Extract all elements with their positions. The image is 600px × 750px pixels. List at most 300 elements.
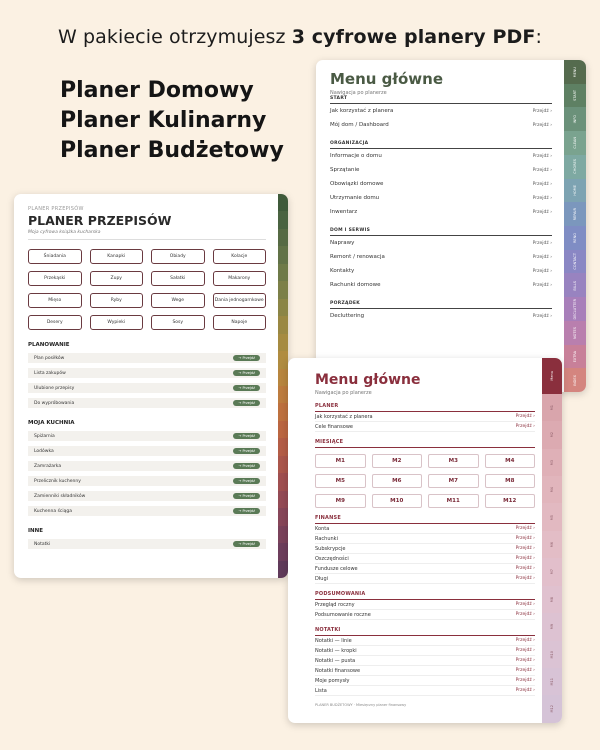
- recipe-tab[interactable]: [278, 351, 288, 368]
- home-tab[interactable]: [564, 297, 586, 321]
- home-row-label: Utrzymanie domu: [330, 195, 380, 201]
- budget-section-title: PODSUMOWANIA: [315, 591, 535, 600]
- budget-row-label: Konta: [315, 525, 330, 532]
- recipe-kicker: PLANER PRZEPISÓW: [28, 206, 84, 212]
- home-menu-row[interactable]: [330, 250, 552, 264]
- recipe-tab[interactable]: [278, 473, 288, 490]
- budget-row-label: Fundusze celowe: [315, 565, 358, 572]
- budget-tab-label: M5: [550, 514, 554, 520]
- chevron-right-icon: ›: [548, 153, 552, 159]
- home-tab-label: NOTES: [573, 326, 577, 339]
- recipe-menu-row[interactable]: [28, 368, 266, 378]
- recipe-category-button[interactable]: Obiady: [151, 249, 205, 264]
- home-tab-label: BILLS: [573, 280, 577, 291]
- home-row-label: Naprawy: [330, 240, 355, 246]
- budget-row-label: Notatki — linie: [315, 637, 352, 644]
- recipe-tab[interactable]: [278, 316, 288, 333]
- arrow-icon: →: [238, 371, 243, 375]
- home-row-label: Rachunki domowe: [330, 282, 381, 288]
- go-button[interactable]: [233, 508, 260, 514]
- go-link[interactable]: Przejdź ›: [515, 658, 535, 663]
- budget-section-title: PLANER: [315, 403, 535, 412]
- recipe-tab[interactable]: [278, 281, 288, 298]
- headline-suffix: :: [535, 26, 543, 48]
- month-button[interactable]: M11: [428, 494, 479, 508]
- recipe-menu-row[interactable]: [28, 491, 266, 501]
- go-label: Przejdź: [242, 509, 255, 513]
- chevron-right-icon: ›: [548, 195, 552, 201]
- budget-sections: [315, 515, 535, 696]
- go-label: Przejdź: [242, 434, 255, 438]
- home-tab-label: INDEX: [573, 374, 577, 386]
- home-tab-label: RENO: [573, 232, 577, 243]
- budget-tab[interactable]: [542, 558, 562, 585]
- budget-menu-row[interactable]: [315, 600, 535, 610]
- home-tab-strip[interactable]: [564, 60, 586, 392]
- recipe-planner-preview: [14, 194, 288, 578]
- go-label: Przejdź: [532, 153, 549, 159]
- chevron-right-icon: ›: [548, 254, 552, 260]
- budget-menu-row[interactable]: [315, 676, 535, 686]
- recipe-menu-row[interactable]: [28, 383, 266, 393]
- recipe-tab[interactable]: [278, 561, 288, 578]
- budget-section-title: NOTATKI: [315, 627, 535, 636]
- go-link[interactable]: Przejdź ›: [515, 648, 535, 653]
- home-tab-label: INFO: [573, 115, 577, 124]
- go-button[interactable]: [233, 493, 260, 499]
- go-button[interactable]: [233, 400, 260, 406]
- go-link[interactable]: [533, 182, 552, 187]
- recipe-category-button[interactable]: Kolacje: [213, 249, 267, 264]
- go-link[interactable]: Przejdź ›: [515, 526, 535, 531]
- go-link[interactable]: [533, 154, 552, 159]
- home-tab[interactable]: [564, 202, 586, 226]
- go-button[interactable]: [233, 478, 260, 484]
- budget-planner-menu-preview: [288, 358, 562, 723]
- recipe-category-button[interactable]: Sosy: [151, 315, 205, 330]
- home-section-title: START: [330, 96, 552, 104]
- go-link[interactable]: Przejdź ›: [515, 536, 535, 541]
- recipe-row-label: Zamienniki składników: [34, 493, 86, 499]
- home-tab[interactable]: [564, 84, 586, 108]
- home-tab[interactable]: [564, 321, 586, 345]
- recipe-category-button[interactable]: Zupy: [90, 271, 144, 286]
- budget-row-label: Notatki — kropki: [315, 647, 357, 654]
- go-label: Przejdź: [242, 356, 255, 360]
- go-button[interactable]: [233, 433, 260, 439]
- recipe-category-button[interactable]: Przekąski: [28, 271, 82, 286]
- go-button[interactable]: [233, 385, 260, 391]
- go-button[interactable]: [233, 448, 260, 454]
- go-link[interactable]: [533, 314, 552, 319]
- home-row-label: Obowiązki domowe: [330, 181, 384, 187]
- budget-section-title: FINANSE: [315, 515, 535, 524]
- home-tab[interactable]: [564, 107, 586, 131]
- month-button[interactable]: M2: [372, 454, 423, 468]
- budget-month-grid: [315, 454, 535, 508]
- recipe-tab[interactable]: [278, 438, 288, 455]
- recipe-row-label: Lodówka: [34, 448, 54, 454]
- planner-name: Planer Budżetowy: [60, 138, 284, 163]
- budget-tab[interactable]: [542, 613, 562, 640]
- budget-tab-strip[interactable]: [542, 358, 562, 723]
- budget-menu-row[interactable]: [315, 554, 535, 564]
- go-label: Przejdź: [242, 494, 255, 498]
- month-button[interactable]: M1: [315, 454, 366, 468]
- recipe-menu-row[interactable]: [28, 353, 266, 363]
- recipe-tab[interactable]: [278, 229, 288, 246]
- budget-menu-row[interactable]: [315, 686, 535, 696]
- home-menu-row[interactable]: [330, 236, 552, 250]
- arrow-icon: →: [238, 479, 243, 483]
- budget-tab-label: M3: [550, 459, 554, 465]
- recipe-category-button[interactable]: Mięso: [28, 293, 82, 308]
- home-planner-menu-preview: [316, 60, 586, 392]
- go-link[interactable]: Przejdź ›: [515, 424, 535, 429]
- arrow-icon: →: [238, 434, 243, 438]
- chevron-right-icon: ›: [548, 240, 552, 246]
- chevron-right-icon: ›: [548, 313, 552, 319]
- go-label: Przejdź: [532, 167, 549, 173]
- go-label: Przejdź: [532, 254, 549, 260]
- home-row-label: Sprzątanie: [330, 167, 360, 173]
- budget-menu-row[interactable]: [315, 564, 535, 574]
- recipe-title: PLANER PRZEPISÓW: [28, 213, 172, 228]
- go-label: Przejdź: [242, 401, 255, 405]
- budget-tab-label: M7: [550, 569, 554, 575]
- budget-menu-row[interactable]: [315, 636, 535, 646]
- go-label: Przejdź: [242, 386, 255, 390]
- home-tab-label: DECLUTTER: [573, 298, 577, 320]
- budget-tab[interactable]: [542, 421, 562, 448]
- home-menu-sections: [330, 96, 552, 323]
- chevron-right-icon: ›: [548, 282, 552, 288]
- go-link[interactable]: Przejdź ›: [515, 414, 535, 419]
- home-tab-label: CHORES: [573, 159, 577, 175]
- recipe-tab[interactable]: [278, 194, 288, 211]
- recipe-menu-row[interactable]: [28, 446, 266, 456]
- month-button[interactable]: M6: [372, 474, 423, 488]
- arrow-icon: →: [238, 449, 243, 453]
- go-button[interactable]: [233, 355, 260, 361]
- go-link[interactable]: Przejdź ›: [515, 668, 535, 673]
- recipe-row-label: Zamrażarka: [34, 463, 62, 469]
- go-label: Przejdź: [532, 181, 549, 187]
- home-row-label: Remont / renowacja: [330, 254, 385, 260]
- recipe-tab[interactable]: [278, 526, 288, 543]
- budget-row-label: Długi: [315, 575, 329, 582]
- go-label: Przejdź: [532, 122, 549, 128]
- home-section-title: DOM I SERWIS: [330, 228, 552, 236]
- recipe-menu-row[interactable]: [28, 506, 266, 516]
- recipe-category-button[interactable]: Ryby: [90, 293, 144, 308]
- budget-tab[interactable]: [542, 641, 562, 668]
- budget-tab-label: M8: [550, 596, 554, 603]
- go-link[interactable]: [533, 123, 552, 128]
- go-button[interactable]: [233, 370, 260, 376]
- home-row-label: Jak korzystać z planera: [330, 108, 394, 114]
- go-label: Przejdź: [242, 449, 255, 453]
- home-tab[interactable]: [564, 155, 586, 179]
- budget-section-title: MIESIĄCE: [315, 439, 535, 448]
- recipe-category-button[interactable]: Wypieki: [90, 315, 144, 330]
- home-tab-label: MENU: [573, 66, 577, 78]
- chevron-right-icon: ›: [548, 181, 552, 187]
- home-menu-row[interactable]: [330, 149, 552, 163]
- budget-menu-row[interactable]: [315, 666, 535, 676]
- recipe-tab[interactable]: [278, 491, 288, 508]
- go-link[interactable]: Przejdź ›: [515, 602, 535, 607]
- budget-tab[interactable]: [542, 358, 562, 394]
- budget-row-label: Lista: [315, 687, 327, 694]
- home-tab[interactable]: [564, 250, 586, 274]
- budget-tab-label: Menu: [550, 371, 554, 381]
- budget-row-label: Notatki — pusta: [315, 657, 356, 664]
- arrow-icon: →: [238, 386, 243, 390]
- go-label: Przejdź: [242, 371, 255, 375]
- arrow-icon: →: [238, 509, 243, 513]
- home-menu-subtitle: Nawigacja po planerze: [330, 90, 387, 96]
- go-link[interactable]: [533, 241, 552, 246]
- budget-menu-row[interactable]: [315, 574, 535, 584]
- budget-menu-row[interactable]: [315, 534, 535, 544]
- arrow-icon: →: [238, 494, 243, 498]
- go-label: Przejdź: [532, 282, 549, 288]
- month-button[interactable]: M4: [485, 454, 536, 468]
- budget-row-label: Rachunki: [315, 535, 338, 542]
- home-tab[interactable]: [564, 131, 586, 155]
- recipe-menu-row[interactable]: [28, 476, 266, 486]
- recipe-row-label: Przelicznik kuchenny: [34, 478, 81, 484]
- recipe-row-label: Plan posiłków: [34, 355, 65, 361]
- budget-tab-label: M9: [550, 624, 554, 630]
- go-link[interactable]: [533, 283, 552, 288]
- home-menu-row[interactable]: [330, 163, 552, 177]
- home-tab[interactable]: [564, 179, 586, 203]
- go-link[interactable]: [533, 168, 552, 173]
- go-label: Przejdź: [532, 195, 549, 201]
- recipe-category-button[interactable]: Napoje: [213, 315, 267, 330]
- month-button[interactable]: M10: [372, 494, 423, 508]
- budget-tab-label: M10: [550, 650, 554, 659]
- home-menu-title: Menu główne: [330, 70, 443, 88]
- recipe-tab[interactable]: [278, 403, 288, 420]
- arrow-icon: →: [238, 542, 243, 546]
- month-button[interactable]: M7: [428, 474, 479, 488]
- go-label: Przejdź: [532, 240, 549, 246]
- home-tab-label: CLEAN: [573, 137, 577, 149]
- chevron-right-icon: ›: [548, 108, 552, 114]
- recipe-subtitle: Moja cyfrowa książka kucharska: [28, 230, 266, 240]
- arrow-icon: →: [238, 356, 243, 360]
- budget-menu-title: Menu główne: [315, 372, 421, 388]
- chevron-right-icon: ›: [548, 167, 552, 173]
- go-link[interactable]: Przejdź ›: [515, 546, 535, 551]
- go-link[interactable]: [533, 269, 552, 274]
- home-tab-label: START: [573, 90, 577, 101]
- home-row-label: Kontakty: [330, 268, 355, 274]
- go-link[interactable]: Przejdź ›: [515, 678, 535, 683]
- budget-row-label: Jak korzystać z planera: [315, 413, 373, 420]
- month-button[interactable]: M8: [485, 474, 536, 488]
- budget-tab-label: M6: [550, 541, 554, 548]
- go-label: Przejdź: [532, 108, 549, 114]
- go-link[interactable]: [533, 210, 552, 215]
- recipe-tab[interactable]: [278, 508, 288, 525]
- go-label: Przejdź: [532, 209, 549, 215]
- go-link[interactable]: Przejdź ›: [515, 688, 535, 693]
- go-link[interactable]: [533, 255, 552, 260]
- chevron-right-icon: ›: [548, 122, 552, 128]
- go-link[interactable]: Przejdź ›: [515, 638, 535, 643]
- home-tab[interactable]: [564, 345, 586, 369]
- budget-menu-row[interactable]: [315, 544, 535, 554]
- budget-row-label: Cele finansowe: [315, 423, 354, 430]
- month-button[interactable]: M12: [485, 494, 536, 508]
- budget-menu-row[interactable]: [315, 422, 535, 432]
- budget-tab-label: M4: [550, 487, 554, 493]
- home-menu-row[interactable]: [330, 278, 552, 292]
- budget-tab[interactable]: [542, 531, 562, 558]
- home-menu-row[interactable]: [330, 264, 552, 278]
- budget-menu-subtitle: Nawigacja po planerze: [315, 390, 372, 396]
- recipe-tab[interactable]: [278, 246, 288, 263]
- recipe-tab[interactable]: [278, 264, 288, 281]
- budget-menu-row[interactable]: [315, 524, 535, 534]
- budget-tab[interactable]: [542, 586, 562, 613]
- chevron-right-icon: ›: [548, 268, 552, 274]
- budget-planer-rows: [315, 412, 535, 432]
- recipe-tab[interactable]: [278, 299, 288, 316]
- home-tab[interactable]: [564, 226, 586, 250]
- headline-bold: 3 cyfrowe planery PDF: [291, 26, 536, 48]
- recipe-tab[interactable]: [278, 211, 288, 228]
- recipe-tab[interactable]: [278, 369, 288, 386]
- arrow-icon: →: [238, 464, 243, 468]
- home-menu-row[interactable]: [330, 118, 552, 132]
- go-button[interactable]: [233, 541, 260, 547]
- home-section-title: PORZĄDEK: [330, 301, 552, 309]
- recipe-category-button[interactable]: Makarony: [213, 271, 267, 286]
- recipe-category-button[interactable]: Sałatki: [151, 271, 205, 286]
- go-label: Przejdź: [532, 313, 549, 319]
- home-row-label: Informacje o domu: [330, 153, 382, 159]
- budget-tab[interactable]: [542, 449, 562, 476]
- budget-tab[interactable]: [542, 668, 562, 695]
- recipe-tab[interactable]: [278, 334, 288, 351]
- budget-tab[interactable]: [542, 503, 562, 530]
- budget-row-label: Przegląd roczny: [315, 601, 355, 608]
- recipe-menu-row[interactable]: [28, 539, 266, 549]
- go-label: Przejdź: [242, 464, 255, 468]
- go-label: Przejdź: [242, 542, 255, 546]
- budget-menu-row[interactable]: [315, 656, 535, 666]
- chevron-right-icon: ›: [548, 209, 552, 215]
- month-button[interactable]: M9: [315, 494, 366, 508]
- home-section-title: ORGANIZACJA: [330, 141, 552, 149]
- home-menu-row[interactable]: [330, 104, 552, 118]
- budget-row-label: Subskrypcje: [315, 545, 346, 552]
- recipe-tab[interactable]: [278, 386, 288, 403]
- budget-row-label: Oszczędności: [315, 555, 349, 562]
- recipe-sections: [28, 342, 266, 549]
- go-link[interactable]: [533, 196, 552, 201]
- home-tab[interactable]: [564, 60, 586, 84]
- home-tab[interactable]: [564, 273, 586, 297]
- recipe-tab[interactable]: [278, 456, 288, 473]
- recipe-menu-row[interactable]: [28, 398, 266, 408]
- recipe-tab[interactable]: [278, 543, 288, 560]
- month-button[interactable]: M3: [428, 454, 479, 468]
- arrow-icon: →: [238, 401, 243, 405]
- budget-tab-label: M11: [550, 678, 554, 686]
- budget-tab-label: M2: [550, 432, 554, 438]
- go-label: Przejdź: [532, 268, 549, 274]
- recipe-row-label: Ulubione przepisy: [34, 385, 75, 391]
- recipe-category-button[interactable]: Kanapki: [90, 249, 144, 264]
- budget-row-label: Moje pomysły: [315, 677, 350, 684]
- recipe-section-title: INNE: [28, 528, 44, 534]
- home-tab-label: CONTACT: [573, 253, 577, 270]
- recipe-row-label: Lista zakupów: [34, 370, 66, 376]
- budget-tab-label: M1: [550, 404, 554, 411]
- recipe-section-title: MOJA KUCHNIA: [28, 420, 75, 426]
- recipe-tab-strip[interactable]: [278, 194, 288, 578]
- home-menu-row[interactable]: [330, 205, 552, 219]
- go-link[interactable]: Przejdź ›: [515, 612, 535, 617]
- home-menu-row[interactable]: [330, 309, 552, 323]
- go-link[interactable]: Przejdź ›: [515, 556, 535, 561]
- go-link[interactable]: [533, 109, 552, 114]
- budget-menu-row[interactable]: [315, 412, 535, 422]
- home-tab-label: REPAIR: [573, 207, 577, 221]
- go-button[interactable]: [233, 463, 260, 469]
- budget-menu-row[interactable]: [315, 610, 535, 620]
- recipe-row-label: Kuchenna ściąga: [34, 508, 73, 514]
- recipe-category-button[interactable]: Desery: [28, 315, 82, 330]
- recipe-category-grid: [28, 249, 266, 330]
- budget-row-label: Podsumowanie roczne: [315, 611, 371, 618]
- budget-tab-label: M12: [550, 705, 554, 713]
- go-label: Przejdź: [242, 479, 255, 483]
- budget-tab[interactable]: [542, 476, 562, 503]
- recipe-section-title: PLANOWANIE: [28, 342, 70, 348]
- recipe-category-button[interactable]: Śniadania: [28, 249, 82, 264]
- home-tab[interactable]: [564, 368, 586, 392]
- month-button[interactable]: M5: [315, 474, 366, 488]
- home-tab-label: EXTRA: [573, 350, 577, 363]
- recipe-tab[interactable]: [278, 421, 288, 438]
- budget-menu-row[interactable]: [315, 646, 535, 656]
- recipe-category-button[interactable]: Dania jednogarnkowe: [213, 293, 267, 308]
- planner-name: Planer Kulinarny: [60, 108, 267, 133]
- budget-footer: PLANER BUDŻETOWY · Miesięczny planer finansowy: [315, 703, 407, 707]
- budget-tab[interactable]: [542, 394, 562, 421]
- budget-row-label: Notatki finansowe: [315, 667, 361, 674]
- home-menu-row[interactable]: [330, 191, 552, 205]
- planner-name: Planer Domowy: [60, 78, 254, 103]
- go-link[interactable]: Przejdź ›: [515, 566, 535, 571]
- home-row-label: Mój dom / Dashboard: [330, 122, 389, 128]
- headline: [0, 26, 600, 48]
- go-link[interactable]: Przejdź ›: [515, 576, 535, 581]
- recipe-category-button[interactable]: Wege: [151, 293, 205, 308]
- recipe-menu-row[interactable]: [28, 461, 266, 471]
- recipe-menu-row[interactable]: [28, 431, 266, 441]
- home-menu-row[interactable]: [330, 177, 552, 191]
- budget-tab[interactable]: [542, 695, 562, 722]
- recipe-row-label: Spiżarnia: [34, 433, 55, 439]
